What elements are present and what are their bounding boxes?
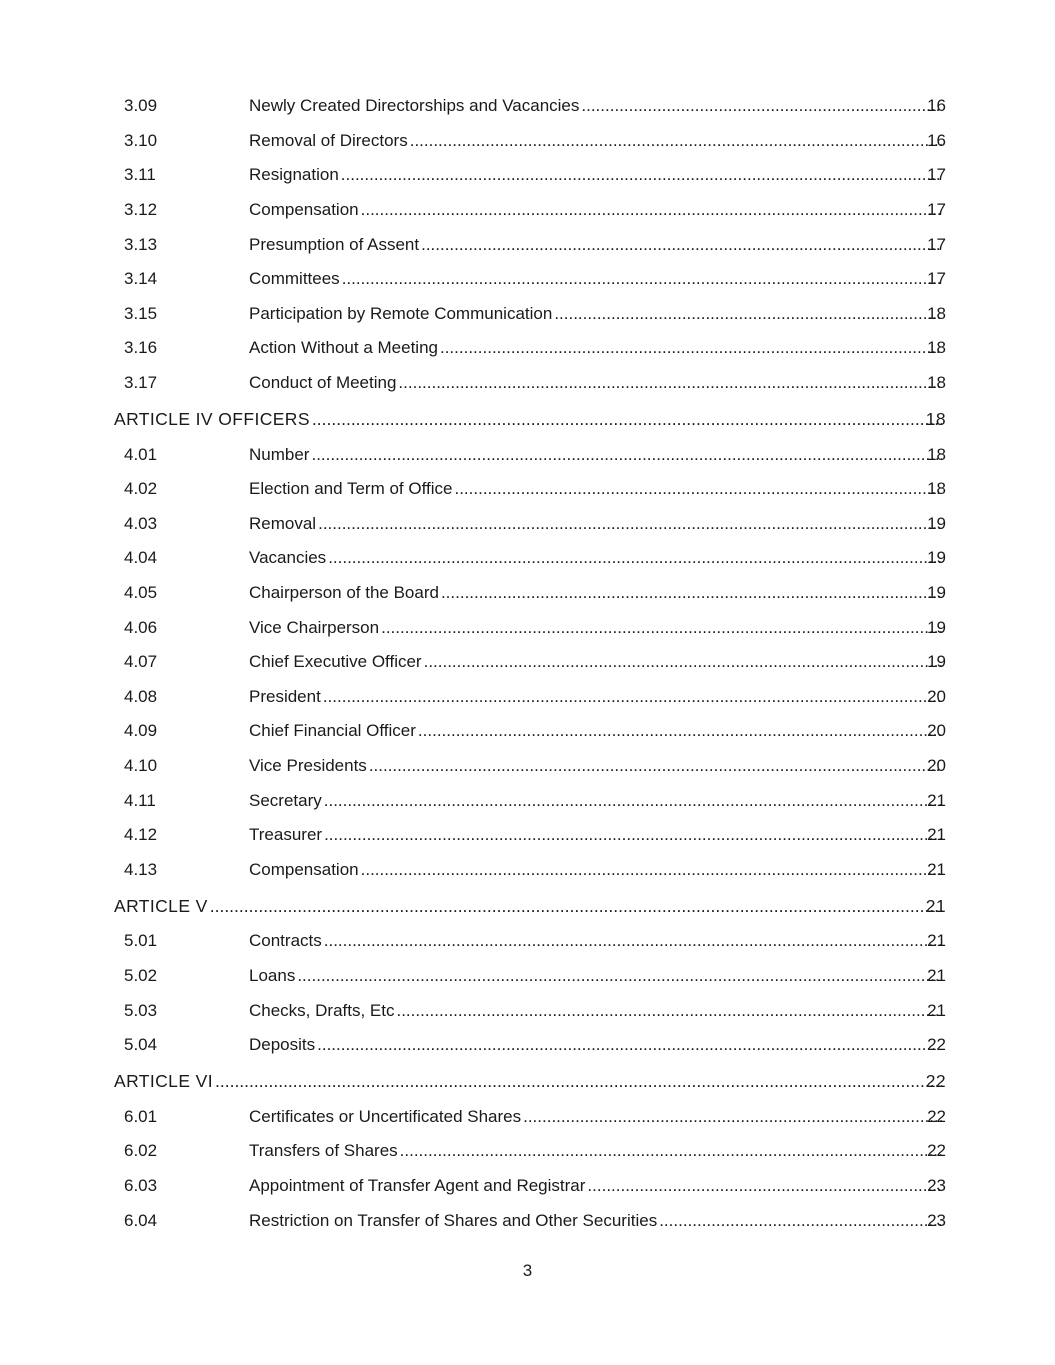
- dot-leader: [318, 514, 942, 534]
- toc-entry-title-with-leader: [249, 652, 944, 672]
- toc-entry-title-with-leader: [249, 825, 944, 845]
- toc-section-title: Committees: [249, 269, 340, 289]
- dot-leader: [410, 131, 942, 151]
- toc-section-row: [0, 924, 1055, 959]
- toc-entry-title-with-leader: [249, 235, 944, 255]
- toc-entry-title-with-leader: [114, 896, 944, 916]
- dot-leader: [581, 96, 942, 116]
- toc-section-number: 6.01: [124, 1106, 158, 1126]
- toc-section-row: [0, 1169, 1055, 1204]
- toc-section-title: Compensation: [249, 859, 359, 879]
- toc-entry-title-with-leader: [249, 860, 944, 880]
- toc-entry-title-with-leader: [249, 931, 944, 951]
- toc-section-row: [0, 227, 1055, 262]
- toc-section-number: 5.04: [124, 1035, 158, 1055]
- toc-section-title: Vice Chairperson: [249, 617, 380, 637]
- toc-entry-title-with-leader: [249, 583, 944, 603]
- toc-section-row: [0, 993, 1055, 1028]
- toc-page-number: 17: [927, 165, 946, 185]
- toc-entry-title-with-leader: [249, 791, 944, 811]
- dot-leader: [418, 721, 942, 741]
- toc-section-title: Secretary: [249, 790, 322, 810]
- toc-page-number: 22: [925, 1070, 946, 1091]
- toc-entry-title-with-leader: [249, 687, 944, 707]
- toc-section-number: 4.13: [124, 859, 158, 879]
- toc-section-number: 3.14: [124, 269, 158, 289]
- dot-leader: [341, 165, 942, 185]
- toc-page-number: 20: [927, 755, 946, 775]
- toc-section-title: Deposits: [249, 1035, 316, 1055]
- toc-entry-title-with-leader: [249, 269, 944, 289]
- toc-section-number: 3.17: [124, 373, 158, 393]
- toc-entry-title-with-leader: [249, 304, 944, 324]
- toc-entry-title-with-leader: [249, 514, 944, 534]
- dot-leader: [324, 791, 942, 811]
- toc-section-title: Resignation: [249, 165, 339, 185]
- toc-article-row: [0, 400, 1055, 437]
- dot-leader: [361, 200, 942, 220]
- toc-entry-title-with-leader: [249, 1001, 944, 1021]
- dot-leader: [324, 825, 942, 845]
- toc-section-number: 3.13: [124, 234, 158, 254]
- toc-page-number: 19: [927, 583, 946, 603]
- toc-section-row: [0, 89, 1055, 124]
- toc-section-number: 3.10: [124, 130, 158, 150]
- toc-section-number: 4.07: [124, 652, 158, 672]
- toc-section-row: [0, 852, 1055, 887]
- toc-section-number: 4.03: [124, 513, 158, 533]
- toc-section-number: 3.09: [124, 96, 158, 116]
- dot-leader: [587, 1176, 942, 1196]
- toc-page-number: 18: [927, 338, 946, 358]
- toc-entry-title-with-leader: [249, 131, 944, 151]
- toc-section-row: [0, 262, 1055, 297]
- dot-leader: [659, 1211, 942, 1231]
- toc-section-number: 4.01: [124, 444, 158, 464]
- toc-section-number: 4.06: [124, 617, 158, 637]
- toc-section-title: Restriction on Transfer of Shares and Other Securities: [249, 1210, 658, 1230]
- toc-section-title: Appointment of Transfer Agent and Registrar: [249, 1175, 586, 1195]
- toc-section-row: [0, 645, 1055, 680]
- dot-leader: [523, 1107, 942, 1127]
- toc-entry-title-with-leader: [249, 618, 944, 638]
- dot-leader: [317, 1035, 942, 1055]
- toc-entry-title-with-leader: [249, 721, 944, 741]
- toc-section-number: 4.12: [124, 825, 158, 845]
- toc-section-row: [0, 1134, 1055, 1169]
- toc-section-number: 5.01: [124, 931, 158, 951]
- toc-section-row: [0, 783, 1055, 818]
- toc-page-number: 18: [927, 479, 946, 499]
- toc-page-number: 18: [925, 408, 946, 429]
- toc-page-number: 22: [927, 1106, 946, 1126]
- toc-section-number: 6.02: [124, 1141, 158, 1161]
- toc-entry-title-with-leader: [249, 548, 944, 568]
- toc-section-title: Vice Presidents: [249, 755, 367, 775]
- toc-section-title: Chairperson of the Board: [249, 583, 439, 603]
- toc-section-row: [0, 1028, 1055, 1063]
- dot-leader: [396, 1001, 942, 1021]
- dot-leader: [342, 269, 942, 289]
- toc-page-number: 18: [927, 373, 946, 393]
- toc-page-number: 18: [927, 303, 946, 323]
- toc-section-row: [0, 472, 1055, 507]
- toc-section-row: [0, 749, 1055, 784]
- table-of-contents: [0, 89, 1055, 1238]
- dot-leader: [369, 756, 942, 776]
- toc-section-title: Contracts: [249, 931, 322, 951]
- toc-article-title: ARTICLE VI: [114, 1070, 213, 1091]
- toc-section-row: [0, 1099, 1055, 1134]
- toc-section-title: Chief Financial Officer: [249, 721, 416, 741]
- toc-section-number: 4.04: [124, 548, 158, 568]
- toc-section-title: Presumption of Assent: [249, 234, 420, 254]
- dot-leader: [311, 445, 942, 465]
- toc-section-row: [0, 507, 1055, 542]
- toc-section-row: [0, 297, 1055, 332]
- toc-page-number: 21: [927, 965, 946, 985]
- toc-page-number: 21: [927, 825, 946, 845]
- toc-section-number: 4.05: [124, 583, 158, 603]
- toc-entry-title-with-leader: [249, 373, 944, 393]
- toc-section-title: Participation by Remote Communication: [249, 303, 553, 323]
- toc-section-title: Newly Created Directorships and Vacancies: [249, 96, 580, 116]
- toc-section-row: [0, 366, 1055, 401]
- toc-section-title: Loans: [249, 965, 296, 985]
- toc-entry-title-with-leader: [249, 479, 944, 499]
- toc-section-number: 4.09: [124, 721, 158, 741]
- toc-page-number: 19: [927, 548, 946, 568]
- toc-section-number: 3.11: [124, 165, 156, 185]
- page-number: 3: [522, 1261, 533, 1280]
- toc-page-number: 19: [927, 513, 946, 533]
- dot-leader: [210, 896, 942, 916]
- toc-section-number: 5.03: [124, 1000, 158, 1020]
- toc-entry-title-with-leader: [249, 966, 944, 986]
- toc-article-row: [0, 887, 1055, 924]
- toc-section-number: 3.16: [124, 338, 158, 358]
- dot-leader: [424, 652, 942, 672]
- toc-section-row: [0, 680, 1055, 715]
- toc-entry-title-with-leader: [249, 1211, 944, 1231]
- toc-section-title: Chief Executive Officer: [249, 652, 422, 672]
- dot-leader: [441, 583, 942, 603]
- toc-page-number: 23: [927, 1175, 946, 1195]
- toc-page-number: 22: [927, 1141, 946, 1161]
- toc-section-title: Removal: [249, 513, 317, 533]
- toc-entry-title-with-leader: [114, 1071, 944, 1091]
- toc-page-number: 16: [927, 130, 946, 150]
- toc-page-number: 20: [927, 721, 946, 741]
- dot-leader: [398, 373, 942, 393]
- toc-section-title: President: [249, 686, 321, 706]
- toc-section-title: Compensation: [249, 200, 359, 220]
- toc-entry-title-with-leader: [249, 1107, 944, 1127]
- toc-page-number: 17: [927, 200, 946, 220]
- toc-entry-title-with-leader: [249, 96, 944, 116]
- dot-leader: [400, 1141, 942, 1161]
- toc-section-row: [0, 1203, 1055, 1238]
- toc-section-row: [0, 437, 1055, 472]
- toc-article-title: ARTICLE IV OFFICERS: [114, 408, 310, 429]
- toc-entry-title-with-leader: [249, 338, 944, 358]
- toc-section-number: 3.12: [124, 200, 158, 220]
- toc-page-number: 19: [927, 617, 946, 637]
- dot-leader: [324, 931, 942, 951]
- toc-page-number: 19: [927, 652, 946, 672]
- dot-leader: [421, 235, 942, 255]
- toc-section-title: Checks, Drafts, Etc: [249, 1000, 395, 1020]
- toc-section-title: Action Without a Meeting: [249, 338, 438, 358]
- toc-article-title: ARTICLE V: [114, 895, 208, 916]
- toc-section-row: [0, 610, 1055, 645]
- toc-section-title: Election and Term of Office: [249, 479, 453, 499]
- toc-section-row: [0, 714, 1055, 749]
- toc-entry-title-with-leader: [249, 445, 944, 465]
- toc-section-number: 3.15: [124, 303, 158, 323]
- toc-page-number: 18: [927, 444, 946, 464]
- dot-leader: [361, 860, 942, 880]
- dot-leader: [381, 618, 942, 638]
- toc-section-row: [0, 193, 1055, 228]
- toc-section-row: [0, 331, 1055, 366]
- toc-section-row: [0, 158, 1055, 193]
- dot-leader: [554, 304, 942, 324]
- toc-section-title: Removal of Directors: [249, 130, 408, 150]
- toc-section-row: [0, 959, 1055, 994]
- toc-section-row: [0, 818, 1055, 853]
- toc-section-row: [0, 576, 1055, 611]
- dot-leader: [440, 338, 942, 358]
- dot-leader: [312, 409, 942, 429]
- toc-section-title: Conduct of Meeting: [249, 373, 397, 393]
- toc-section-number: 4.02: [124, 479, 158, 499]
- toc-page-number: 21: [927, 859, 946, 879]
- toc-page-number: 21: [927, 1000, 946, 1020]
- toc-entry-title-with-leader: [249, 1176, 944, 1196]
- toc-section-title: Transfers of Shares: [249, 1141, 398, 1161]
- toc-page-number: 17: [927, 234, 946, 254]
- toc-page-number: 21: [927, 931, 946, 951]
- toc-section-number: 4.11: [124, 790, 156, 810]
- toc-page-number: 21: [927, 790, 946, 810]
- dot-leader: [454, 479, 942, 499]
- toc-section-number: 4.08: [124, 686, 158, 706]
- dot-leader: [215, 1071, 942, 1091]
- dot-leader: [297, 966, 942, 986]
- toc-entry-title-with-leader: [249, 165, 944, 185]
- toc-section-title: Certificates or Uncertificated Shares: [249, 1106, 522, 1126]
- toc-section-number: 4.10: [124, 755, 158, 775]
- toc-page-number: 16: [927, 96, 946, 116]
- dot-leader: [328, 548, 942, 568]
- toc-section-number: 6.03: [124, 1175, 158, 1195]
- toc-section-number: 5.02: [124, 965, 158, 985]
- toc-entry-title-with-leader: [249, 1035, 944, 1055]
- toc-section-number: 6.04: [124, 1210, 158, 1230]
- toc-section-title: Treasurer: [249, 825, 323, 845]
- toc-page-number: 17: [927, 269, 946, 289]
- toc-entry-title-with-leader: [249, 200, 944, 220]
- toc-article-row: [0, 1062, 1055, 1099]
- toc-page-number: 20: [927, 686, 946, 706]
- toc-page-number: 23: [927, 1210, 946, 1230]
- toc-section-title: Vacancies: [249, 548, 327, 568]
- toc-entry-title-with-leader: [249, 756, 944, 776]
- toc-section-row: [0, 124, 1055, 159]
- toc-entry-title-with-leader: [114, 409, 944, 429]
- toc-page-number: 22: [927, 1035, 946, 1055]
- toc-page-number: 21: [925, 895, 946, 916]
- dot-leader: [323, 687, 942, 707]
- toc-entry-title-with-leader: [249, 1141, 944, 1161]
- toc-section-title: Number: [249, 444, 310, 464]
- toc-section-row: [0, 541, 1055, 576]
